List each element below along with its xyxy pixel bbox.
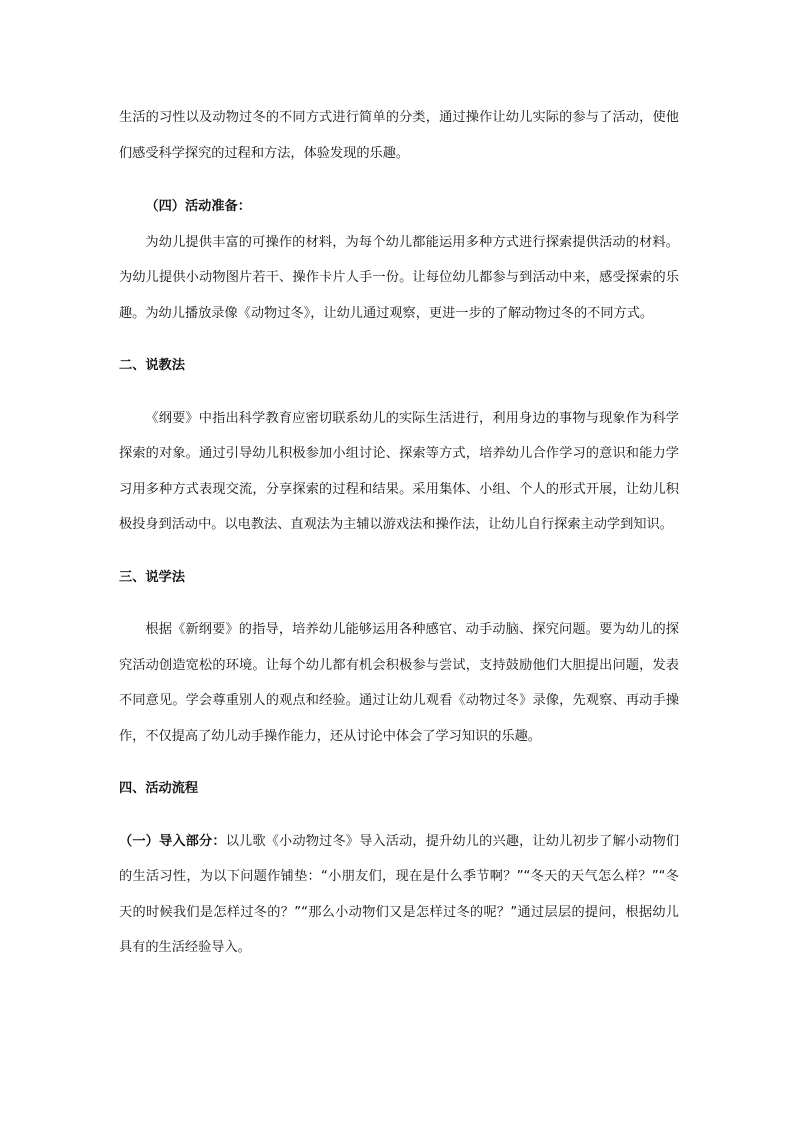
process-part1-paragraph (119, 824, 679, 966)
learning-method-paragraph: 根据《新纲要》的指导，培养幼儿能够运用各种感官、动手动脑、探究问题。要为幼儿的探究活动创造宽松的环境。让每个幼儿都有机会积极参与尝试，支持鼓励他们大胆提出问题，发表不同意见。学会尊重别人的观点和经验。通过让幼儿观看《动物过冬》录像，先观察、再动手操作，不仅提高了幼儿动手操作能力，还从讨论中体会了学习知识的乐趣。 (119, 622, 679, 744)
process-heading: 四、活动流程 (119, 781, 199, 796)
spacer (119, 595, 679, 612)
spacer (119, 171, 679, 189)
teaching-method-heading: 二、说教法 (119, 358, 185, 373)
spacer (119, 331, 679, 348)
spacer (119, 543, 679, 560)
teaching-method-paragraph: 《纲要》中指出科学教育应密切联系幼儿的实际生活进行，利用身边的事物与现象作为科学探索的对象。通过引导幼儿积极参加小组讨论、探索等方式，培养幼儿合作学习的意识和能力学习用多种方式表现交流，分享探索的过程和结果。采用集体、小组、个人的形式开展，让幼儿积极投身到活动中。以电教法、直观法为主辅以游戏法和操作法，让幼儿自行探索主动学到知识。 (119, 410, 679, 532)
preparation-paragraph: 为幼儿提供丰富的可操作的材料，为每个幼儿都能运用多种方式进行探索提供活动的材料。为幼儿提供小动物图片若干、操作卡片人手一份。让每位幼儿都参与到活动中来，感受探索的乐趣。为幼儿播放录像《动物过冬》，让幼儿通过观察，更进一步的了解动物过冬的不同方式。 (119, 234, 679, 321)
spacer (119, 754, 679, 771)
process-part1-label: （一）导入部分： (119, 833, 226, 849)
spacer (119, 807, 679, 824)
intro-paragraph: 生活的习性以及动物过冬的不同方式进行简单的分类，通过操作让幼儿实际的参与了活动，使他们感受科学探究的过程和方法，体验发现的乐趣。 (119, 110, 679, 161)
preparation-heading: （四）活动准备： (145, 199, 251, 214)
learning-method-heading: 三、说学法 (119, 569, 185, 585)
process-part1-text: 以儿歌《小动物过冬》导入活动，提升幼儿的兴趣，让幼儿初步了解小动物们的生活习性，为以下问题作铺垫：“小朋友们，现在是什么季节啊？”“冬天的天气怎么样？”“冬天的时候我们是怎样过冬的？”“那么小动物们又是怎样过冬的呢？”通过层层的提问，根据幼儿具有的生活经验导入。 (119, 833, 680, 955)
spacer (119, 384, 679, 401)
document-body (119, 100, 679, 966)
